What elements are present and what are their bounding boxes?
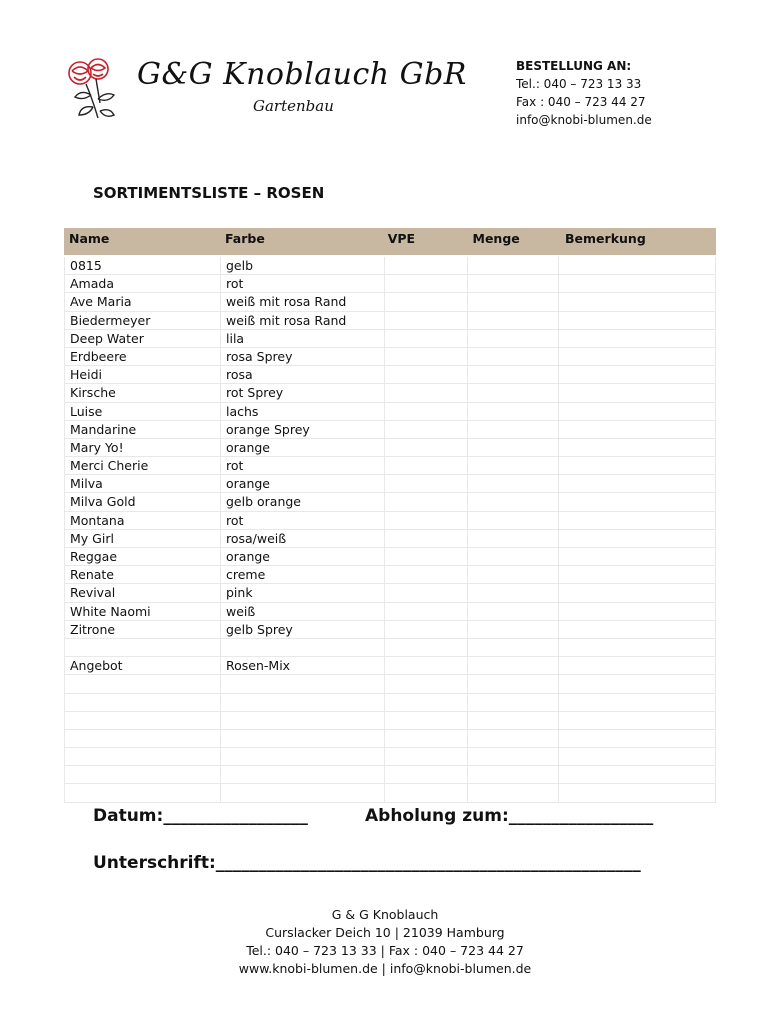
cell-bemerkung[interactable] xyxy=(559,293,716,310)
column-header-vpe: VPE xyxy=(387,231,416,246)
cell-bemerkung[interactable] xyxy=(559,475,716,492)
cell-farbe: rot xyxy=(221,275,385,292)
company-subtitle: Gartenbau xyxy=(253,97,334,115)
contact-fax: Fax : 040 – 723 44 27 xyxy=(516,95,646,109)
contact-tel: Tel.: 040 – 723 13 33 xyxy=(516,77,642,91)
cell-name: White Naomi xyxy=(64,603,221,620)
cell-menge[interactable] xyxy=(468,293,559,310)
table-row xyxy=(64,403,716,421)
cell-bemerkung[interactable] xyxy=(559,457,716,474)
cell-name: Amada xyxy=(64,275,221,292)
cell-name xyxy=(64,748,221,765)
cell-menge[interactable] xyxy=(468,403,559,420)
cell-vpe[interactable] xyxy=(385,530,468,547)
cell-bemerkung[interactable] xyxy=(559,730,716,747)
cell-menge[interactable] xyxy=(468,257,559,274)
cell-farbe: pink xyxy=(221,584,385,601)
cell-menge[interactable] xyxy=(468,639,559,656)
footer-phone: Tel.: 040 – 723 13 33 | Fax : 040 – 723 44 27 xyxy=(246,943,524,958)
cell-menge[interactable] xyxy=(468,621,559,638)
table-row xyxy=(64,312,716,330)
cell-menge[interactable] xyxy=(468,493,559,510)
cell-bemerkung[interactable] xyxy=(559,348,716,365)
order-contact xyxy=(516,57,652,129)
cell-menge[interactable] xyxy=(468,766,559,783)
column-header-menge: Menge xyxy=(472,231,520,246)
table-row xyxy=(64,530,716,548)
cell-farbe xyxy=(221,712,385,729)
table-row xyxy=(64,730,716,748)
cell-farbe xyxy=(221,766,385,783)
table-row xyxy=(64,748,716,766)
column-header-name: Name xyxy=(69,231,110,246)
cell-name: Mandarine xyxy=(64,421,221,438)
cell-vpe[interactable] xyxy=(385,384,468,401)
cell-name: Revival xyxy=(64,584,221,601)
table-row xyxy=(64,475,716,493)
cell-menge[interactable] xyxy=(468,530,559,547)
cell-menge[interactable] xyxy=(468,457,559,474)
cell-vpe[interactable] xyxy=(385,421,468,438)
table-row xyxy=(64,384,716,402)
table-row xyxy=(64,493,716,511)
cell-name: Milva Gold xyxy=(64,493,221,510)
cell-vpe[interactable] xyxy=(385,603,468,620)
cell-farbe: rot xyxy=(221,512,385,529)
cell-vpe[interactable] xyxy=(385,712,468,729)
cell-name: Angebot xyxy=(64,657,221,674)
cell-bemerkung[interactable] xyxy=(559,748,716,765)
cell-vpe[interactable] xyxy=(385,257,468,274)
page-title: SORTIMENTSLISTE – ROSEN xyxy=(93,184,325,202)
cell-menge[interactable] xyxy=(468,712,559,729)
cell-bemerkung[interactable] xyxy=(559,384,716,401)
table-row xyxy=(64,512,716,530)
table-row xyxy=(64,694,716,712)
cell-bemerkung[interactable] xyxy=(559,639,716,656)
table-row xyxy=(64,457,716,475)
table-row xyxy=(64,548,716,566)
cell-bemerkung[interactable] xyxy=(559,766,716,783)
cell-vpe[interactable] xyxy=(385,621,468,638)
cell-bemerkung[interactable] xyxy=(559,312,716,329)
table-row xyxy=(64,275,716,293)
cell-farbe xyxy=(221,639,385,656)
cell-farbe: weiß xyxy=(221,603,385,620)
cell-name: Montana xyxy=(64,512,221,529)
footer-web: www.knobi-blumen.de | info@knobi-blumen.de xyxy=(238,961,532,976)
order-heading: BESTELLUNG AN: xyxy=(516,59,632,73)
cell-bemerkung[interactable] xyxy=(559,512,716,529)
cell-farbe: orange Sprey xyxy=(221,421,385,438)
cell-bemerkung[interactable] xyxy=(559,530,716,547)
cell-name: Ave Maria xyxy=(64,293,221,310)
column-header-bemerkung: Bemerkung xyxy=(565,231,646,246)
cell-name xyxy=(64,639,221,656)
cell-farbe xyxy=(221,694,385,711)
cell-vpe[interactable] xyxy=(385,748,468,765)
cell-menge[interactable] xyxy=(468,566,559,583)
cell-vpe[interactable] xyxy=(385,312,468,329)
table-row xyxy=(64,675,716,693)
cell-menge[interactable] xyxy=(468,475,559,492)
cell-name: Erdbeere xyxy=(64,348,221,365)
cell-vpe[interactable] xyxy=(385,548,468,565)
cell-farbe: creme xyxy=(221,566,385,583)
cell-vpe[interactable] xyxy=(385,475,468,492)
cell-bemerkung[interactable] xyxy=(559,330,716,347)
cell-menge[interactable] xyxy=(468,675,559,692)
cell-bemerkung[interactable] xyxy=(559,548,716,565)
cell-name: Luise xyxy=(64,403,221,420)
cell-farbe: Rosen-Mix xyxy=(221,657,385,674)
cell-name: Zitrone xyxy=(64,621,221,638)
footer-address: Curslacker Deich 10 | 21039 Hamburg xyxy=(265,925,505,940)
order-table xyxy=(64,228,716,803)
cell-bemerkung[interactable] xyxy=(559,275,716,292)
cell-menge[interactable] xyxy=(468,421,559,438)
cell-menge[interactable] xyxy=(468,584,559,601)
cell-bemerkung[interactable] xyxy=(559,403,716,420)
cell-vpe[interactable] xyxy=(385,730,468,747)
cell-bemerkung[interactable] xyxy=(559,257,716,274)
cell-menge[interactable] xyxy=(468,730,559,747)
cell-vpe[interactable] xyxy=(385,639,468,656)
cell-vpe[interactable] xyxy=(385,493,468,510)
cell-menge[interactable] xyxy=(468,275,559,292)
cell-name: Mary Yo! xyxy=(64,439,221,456)
footer xyxy=(0,906,770,978)
cell-vpe[interactable] xyxy=(385,293,468,310)
cell-vpe[interactable] xyxy=(385,694,468,711)
cell-menge[interactable] xyxy=(468,603,559,620)
cell-menge[interactable] xyxy=(468,330,559,347)
company-name: G&G Knoblauch GbR xyxy=(137,57,467,92)
cell-farbe: rosa/weiß xyxy=(221,530,385,547)
cell-farbe: weiß mit rosa Rand xyxy=(221,293,385,310)
cell-farbe: gelb orange xyxy=(221,493,385,510)
cell-name xyxy=(64,766,221,783)
unterschrift-field[interactable]: Unterschrift:__________________________________________________ xyxy=(93,853,641,873)
cell-menge[interactable] xyxy=(468,748,559,765)
company-logo xyxy=(60,55,480,125)
cell-menge[interactable] xyxy=(468,548,559,565)
cell-bemerkung[interactable] xyxy=(559,657,716,674)
cell-farbe: orange xyxy=(221,548,385,565)
cell-bemerkung[interactable] xyxy=(559,675,716,692)
cell-farbe xyxy=(221,748,385,765)
cell-menge[interactable] xyxy=(468,439,559,456)
cell-bemerkung[interactable] xyxy=(559,566,716,583)
column-header-farbe: Farbe xyxy=(224,231,265,246)
cell-name: Reggae xyxy=(64,548,221,565)
rose-icon xyxy=(60,55,132,123)
cell-name: Biedermeyer xyxy=(64,312,221,329)
datum-field[interactable]: Datum:_________________ xyxy=(93,806,308,826)
cell-vpe[interactable] xyxy=(385,657,468,674)
cell-name: Deep Water xyxy=(64,330,221,347)
table-row xyxy=(64,639,716,657)
footer-company: G & G Knoblauch xyxy=(331,907,439,922)
cell-farbe: rot xyxy=(221,457,385,474)
table-row xyxy=(64,603,716,621)
cell-menge[interactable] xyxy=(468,384,559,401)
cell-name xyxy=(64,784,221,801)
cell-name xyxy=(64,730,221,747)
table-row xyxy=(64,621,716,639)
cell-bemerkung[interactable] xyxy=(559,366,716,383)
cell-name xyxy=(64,694,221,711)
table-row xyxy=(64,421,716,439)
cell-vpe[interactable] xyxy=(385,675,468,692)
cell-menge[interactable] xyxy=(468,348,559,365)
cell-vpe[interactable] xyxy=(385,275,468,292)
cell-bemerkung[interactable] xyxy=(559,621,716,638)
cell-bemerkung[interactable] xyxy=(559,784,716,801)
cell-vpe[interactable] xyxy=(385,457,468,474)
cell-vpe[interactable] xyxy=(385,348,468,365)
cell-menge[interactable] xyxy=(468,366,559,383)
cell-vpe[interactable] xyxy=(385,784,468,801)
cell-name xyxy=(64,675,221,692)
table-row xyxy=(64,330,716,348)
cell-farbe: weiß mit rosa Rand xyxy=(221,312,385,329)
cell-farbe xyxy=(221,675,385,692)
cell-vpe[interactable] xyxy=(385,439,468,456)
table-row xyxy=(64,712,716,730)
cell-vpe[interactable] xyxy=(385,512,468,529)
cell-bemerkung[interactable] xyxy=(559,584,716,601)
contact-email[interactable]: info@knobi-blumen.de xyxy=(516,113,652,127)
cell-name: Heidi xyxy=(64,366,221,383)
table-row xyxy=(64,439,716,457)
cell-farbe: orange xyxy=(221,475,385,492)
table-row xyxy=(64,784,716,802)
cell-vpe[interactable] xyxy=(385,766,468,783)
cell-vpe[interactable] xyxy=(385,566,468,583)
cell-menge[interactable] xyxy=(468,512,559,529)
table-row xyxy=(64,293,716,311)
cell-farbe: gelb Sprey xyxy=(221,621,385,638)
table-row xyxy=(64,366,716,384)
table-header xyxy=(64,228,716,255)
cell-farbe: orange xyxy=(221,439,385,456)
cell-name: Renate xyxy=(64,566,221,583)
table-row xyxy=(64,257,716,275)
cell-bemerkung[interactable] xyxy=(559,712,716,729)
cell-vpe[interactable] xyxy=(385,330,468,347)
cell-bemerkung[interactable] xyxy=(559,694,716,711)
table-body xyxy=(64,257,716,803)
cell-vpe[interactable] xyxy=(385,584,468,601)
cell-farbe: lila xyxy=(221,330,385,347)
table-row xyxy=(64,566,716,584)
cell-bemerkung[interactable] xyxy=(559,493,716,510)
table-row xyxy=(64,657,716,675)
cell-name: 0815 xyxy=(64,257,221,274)
cell-farbe xyxy=(221,730,385,747)
cell-menge[interactable] xyxy=(468,657,559,674)
cell-bemerkung[interactable] xyxy=(559,603,716,620)
cell-name: Merci Cherie xyxy=(64,457,221,474)
cell-vpe[interactable] xyxy=(385,366,468,383)
cell-name: Milva xyxy=(64,475,221,492)
cell-name: My Girl xyxy=(64,530,221,547)
cell-farbe: rosa Sprey xyxy=(221,348,385,365)
cell-vpe[interactable] xyxy=(385,403,468,420)
cell-farbe: rot Sprey xyxy=(221,384,385,401)
cell-bemerkung[interactable] xyxy=(559,421,716,438)
table-row xyxy=(64,348,716,366)
cell-menge[interactable] xyxy=(468,694,559,711)
cell-name: Kirsche xyxy=(64,384,221,401)
cell-farbe: lachs xyxy=(221,403,385,420)
cell-farbe: rosa xyxy=(221,366,385,383)
table-row xyxy=(64,584,716,602)
cell-name xyxy=(64,712,221,729)
cell-bemerkung[interactable] xyxy=(559,439,716,456)
cell-farbe xyxy=(221,784,385,801)
abholung-field[interactable]: Abholung zum:_________________ xyxy=(365,806,654,826)
table-row xyxy=(64,766,716,784)
cell-menge[interactable] xyxy=(468,312,559,329)
cell-menge[interactable] xyxy=(468,784,559,801)
cell-farbe: gelb xyxy=(221,257,385,274)
